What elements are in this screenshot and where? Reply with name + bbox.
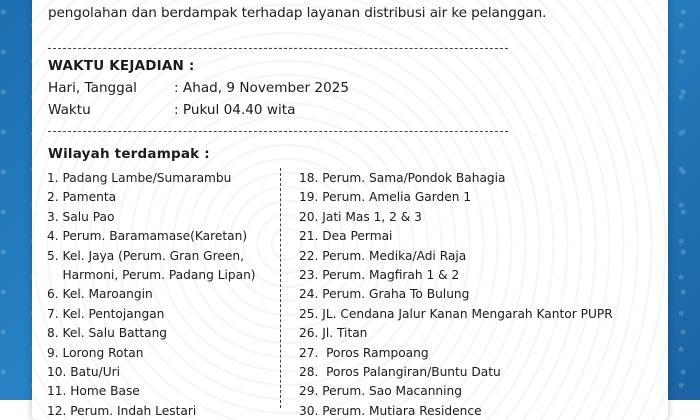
list-item: 12. Perum. Indah Lestari	[47, 403, 197, 418]
areas-list-left	[47, 169, 285, 420]
list-item: 30. Perum. Mutiara Residence	[299, 403, 482, 418]
dashed-divider-top	[48, 48, 508, 49]
list-item: 6. Kel. Maroangin	[47, 287, 153, 302]
date-value: : Ahad, 9 November 2025	[174, 80, 350, 96]
list-item: 26. Jl. Titan	[299, 326, 368, 341]
list-item: 9. Lorong Rotan	[47, 345, 144, 360]
list-item: 7. Kel. Pentojangan	[47, 306, 165, 321]
dashed-divider-vertical	[280, 168, 281, 408]
list-item: 19. Perum. Amelia Garden 1	[299, 190, 472, 205]
list-item: 2. Pamenta	[47, 190, 117, 205]
list-item: 28. Poros Palangiran/Buntu Datu	[299, 365, 501, 380]
list-item: 1. Padang Lambe/Sumarambu	[47, 171, 232, 185]
intro-text	[48, 0, 658, 24]
list-item: 8. Kel. Salu Battang	[47, 326, 168, 341]
list-item: 11. Home Base	[47, 384, 140, 399]
list-item: 23. Perum. Magfirah 1 & 2	[299, 268, 460, 283]
time-row	[48, 102, 295, 118]
incident-heading: WAKTU KEJADIAN :	[48, 58, 195, 74]
list-item: 10. Batu/Uri	[47, 365, 121, 380]
dashed-divider-middle	[48, 131, 508, 132]
list-item: 3. Salu Pao	[47, 209, 115, 224]
list-item: 24. Perum. Graha To Bulung	[299, 287, 470, 302]
date-label: Hari, Tanggal	[48, 80, 137, 96]
list-item: 20. Jati Mas 1, 2 & 3	[299, 209, 422, 224]
announcement-card	[32, 0, 668, 420]
list-item: Harmoni, Perum. Padang Lipan)	[47, 268, 256, 283]
areas-list-right	[299, 169, 649, 420]
list-item: 25. JL. Cendana Jalur Kanan Mengarah Kantor PUPR	[299, 306, 613, 321]
list-item: 21. Dea Permai	[299, 229, 393, 244]
list-item: 4. Perum. Baramamase(Karetan)	[47, 229, 248, 244]
areas-heading: Wilayah terdampak :	[48, 146, 210, 162]
list-item: 29. Perum. Sao Macanning	[299, 384, 463, 399]
list-item: 27. Poros Rampoang	[299, 345, 429, 360]
list-item: 5. Kel. Jaya (Perum. Gran Green,	[47, 248, 244, 263]
list-item: 18. Perum. Sama/Pondok Bahagia	[299, 171, 506, 185]
time-value: : Pukul 04.40 wita	[174, 102, 296, 118]
intro-line-2: pengolahan dan berdampak terhadap layanan distribusi air ke pelanggan.	[48, 5, 547, 21]
list-item: 22. Perum. Medika/Adi Raja	[299, 248, 467, 263]
time-label: Waktu	[48, 102, 91, 118]
date-row	[48, 80, 349, 96]
